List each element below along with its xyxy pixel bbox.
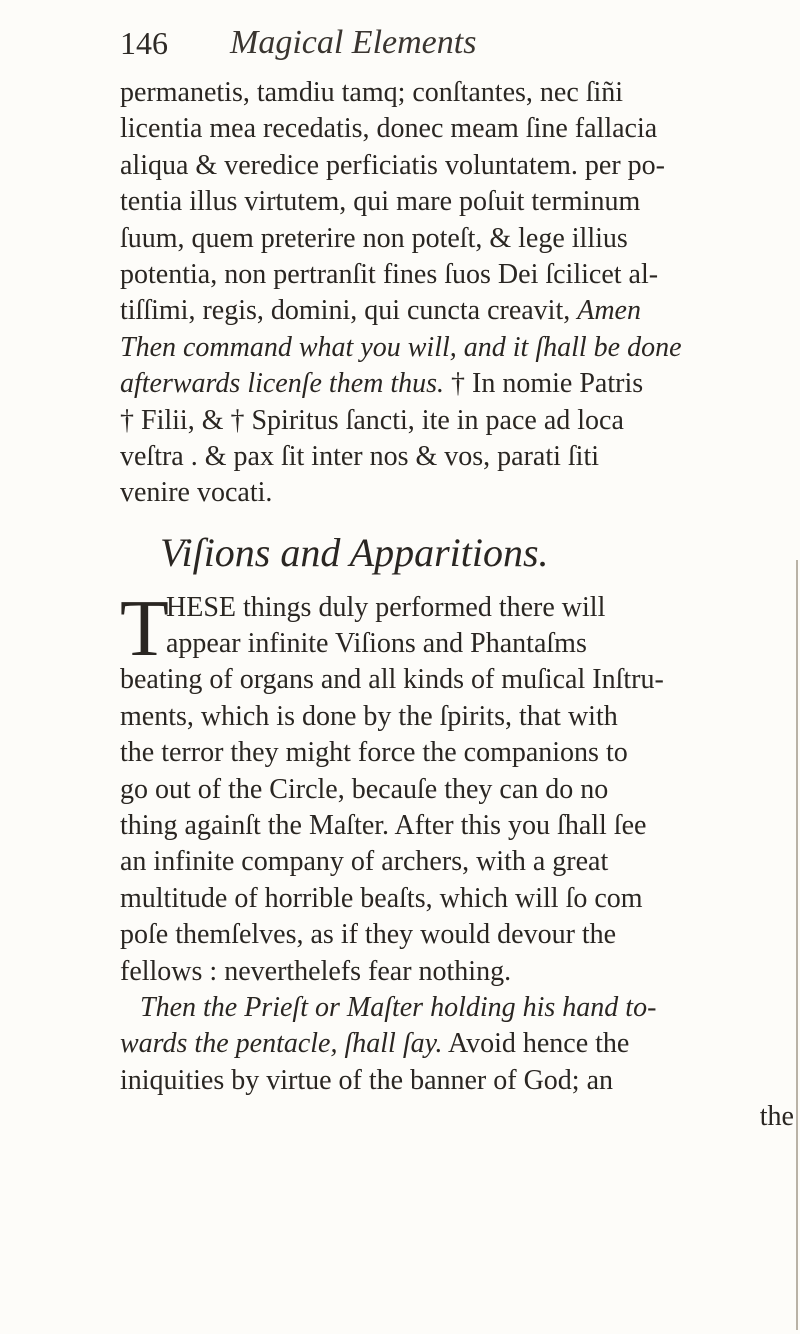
amen-word: Amen (577, 295, 641, 327)
text-line (120, 1026, 800, 1062)
text-line: multitude of horrible beaſts, which will ſo com (120, 882, 643, 914)
text-line: go out of the Circle, becauſe they can do no (120, 773, 609, 805)
text-segment: afterwards licenſe them thus. (120, 368, 445, 400)
running-head (120, 8, 780, 78)
text-line: ments, which is done by the ſpirits, that with (120, 700, 618, 732)
running-title: Magical Elements (230, 24, 477, 61)
text-line: an infinite company of archers, with a great (120, 846, 609, 878)
section-heading: Viſions and Apparitions. (160, 529, 549, 575)
page-number: 146 (120, 25, 168, 61)
opening-paragraph (120, 584, 800, 673)
text-line: licentia mea recedatis, donec meam ſine fallacia (120, 113, 658, 145)
text-line: potentia, non pertranſit fines ſuos Dei ſcilicet al- (120, 258, 659, 290)
text-line: thing againſt the Maſter. After this you ſhall ſee (120, 810, 647, 842)
text-line: poſe themſelves, as if they would devour the (120, 919, 617, 951)
text-line: iniquities by virtue of the banner of God; an (120, 1064, 613, 1096)
text-line: permanetis, tamdiu tamq; conſtantes, nec ſiñi (120, 77, 624, 108)
text-segment: † In nomie Patris (444, 368, 644, 400)
text-line: beating of organs and all kinds of muſical Inſtru- (120, 664, 664, 696)
text-line: venire vocati. (120, 477, 273, 509)
text-line: Then command what you will, and it ſhall be done (120, 331, 682, 363)
text-line: the terror they might force the companions to (120, 737, 628, 769)
text-segment: wards the pentacle, ſhall ſay. (120, 1028, 443, 1060)
text-line: aliqua & veredice perficiatis voluntatem. per po- (120, 149, 666, 181)
text-line: veſtra . & pax ſit inter nos & vos, parati ſiti (120, 440, 600, 472)
page-edge-shadow (796, 560, 798, 1330)
text-line: ſuum, quem preterire non poteſt, & lege illius (120, 222, 628, 254)
text-line: fellows : neverthelefs fear nothing. (120, 955, 512, 987)
body-text (120, 75, 800, 1136)
drop-cap: T (120, 584, 169, 673)
text-line: Then the Prieſt or Maſter holding his hand to- (140, 991, 657, 1023)
text-line: † Filii, & † Spiritus ſancti, ite in pace ad loca (120, 404, 624, 436)
text-line: tentia illus virtutem, qui mare poſuit terminum (120, 186, 641, 218)
catchword: the (759, 1101, 794, 1133)
text-line: appear infinite Viſions and Phantaſms (166, 628, 587, 660)
text-line: HESE things duly performed there will (166, 591, 606, 623)
text-line (120, 366, 800, 402)
text-segment: Avoid hence the (442, 1028, 630, 1060)
text-segment: tiſſimi, regis, domini, qui cuncta creavit, (120, 295, 571, 327)
text-line (120, 293, 800, 329)
